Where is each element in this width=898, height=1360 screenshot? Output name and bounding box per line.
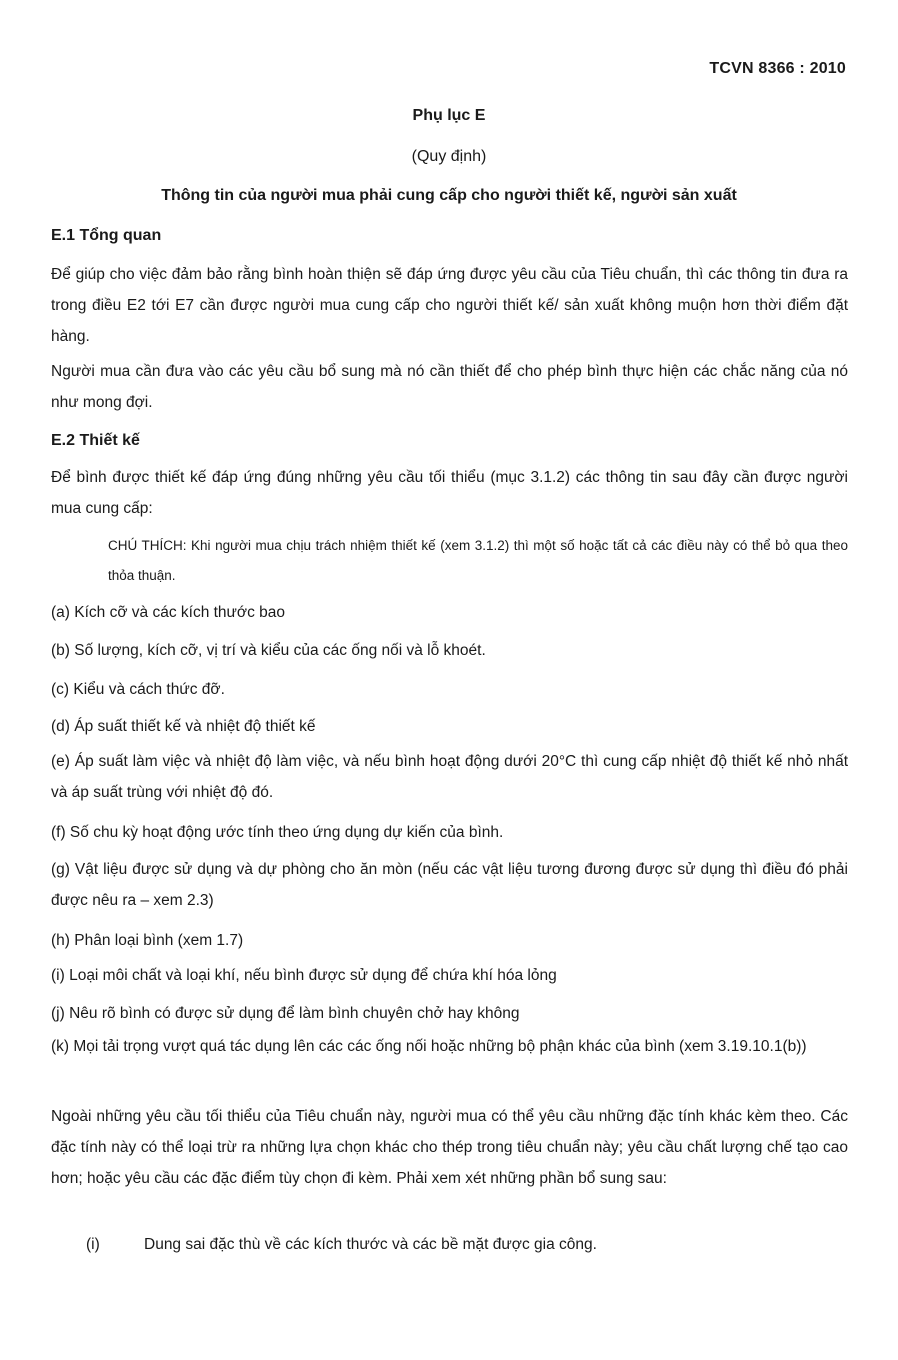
note: CHÚ THÍCH: Khi người mua chịu trách nhiệm thiết kế (xem 3.1.2) thì một số hoặc tất cả các điều này có thể bỏ qua theo thỏa thuận.	[108, 538, 848, 583]
list-item: (i) Loại môi chất và loại khí, nếu bình được sử dụng để chứa khí hóa lỏng	[51, 967, 557, 984]
list-item: (h) Phân loại bình (xem 1.7)	[51, 932, 244, 949]
appendix-heading: Thông tin của người mua phải cung cấp cho người thiết kế, người sản xuất	[161, 187, 737, 204]
list-item: (f) Số chu kỳ hoạt động ước tính theo ứng dụng dự kiến của bình.	[51, 824, 504, 841]
appendix-title: Phụ lục E	[412, 107, 486, 124]
list-item: (c) Kiểu và cách thức đỡ.	[51, 681, 225, 698]
appendix-subtitle: (Quy định)	[411, 148, 487, 165]
section-heading-e2: E.2 Thiết kế	[51, 432, 140, 449]
paragraph: Để bình được thiết kế đáp ứng đúng những yêu cầu tối thiểu (mục 3.1.2) các thông tin sau đây cần được người mua cung cấp:	[51, 469, 848, 517]
list-item-text: Dung sai đặc thù về các kích thước và các bề mặt được gia công.	[144, 1236, 597, 1253]
paragraph: Ngoài những yêu cầu tối thiểu của Tiêu chuẩn này, người mua có thể yêu cầu những đặc tính khác kèm theo. Các đặc tính này có thể loại trừ ra những lựa chọn khác cho thép trong tiêu chuẩn này; yêu cầu chất lượng chế tạo cao hơn; hoặc yêu cầu các đặc điểm tùy chọn đi kèm. Phải xem xét những phần bổ sung sau:	[51, 1108, 848, 1187]
paragraph: Để giúp cho việc đảm bảo rằng bình hoàn thiện sẽ đáp ứng được yêu cầu của Tiêu chuẩn, thì các thông tin đưa ra trong điều E2 tới E7 cần được người mua cung cấp cho người thiết kế/ sản xuất không muộn hơn thời điểm đặt hàng.	[51, 266, 848, 345]
list-marker: (i)	[86, 1236, 100, 1253]
standard-code: TCVN 8366 : 2010	[709, 60, 846, 77]
list-item: (g) Vật liệu được sử dụng và dự phòng cho ăn mòn (nếu các vật liệu tương đương được sử dụng thì điều đó phải được nêu ra – xem 2.3)	[51, 861, 848, 909]
section-heading-e1: E.1 Tổng quan	[51, 227, 162, 244]
list-item: (j) Nêu rõ bình có được sử dụng để làm bình chuyên chở hay không	[51, 1005, 520, 1022]
list-item: (e) Áp suất làm việc và nhiệt độ làm việc, và nếu bình hoạt động dưới 20°C thì cung cấp nhiệt độ thiết kế nhỏ nhất và áp suất trùng với nhiệt độ đó.	[51, 753, 848, 801]
list-item: (k) Mọi tải trọng vượt quá tác dụng lên các các ống nối hoặc những bộ phận khác của bình (xem 3.19.10.1(b))	[51, 1038, 807, 1055]
paragraph: Người mua cần đưa vào các yêu cầu bổ sung mà nó cần thiết để cho phép bình thực hiện các chắc năng của nó như mong đợi.	[51, 363, 848, 411]
list-item: (a) Kích cỡ và các kích thước bao	[51, 604, 286, 621]
list-item: (b) Số lượng, kích cỡ, vị trí và kiểu của các ống nối và lỗ khoét.	[51, 642, 486, 659]
list-item	[86, 1236, 597, 1254]
list-item: (d) Áp suất thiết kế và nhiệt độ thiết kế	[51, 718, 316, 735]
